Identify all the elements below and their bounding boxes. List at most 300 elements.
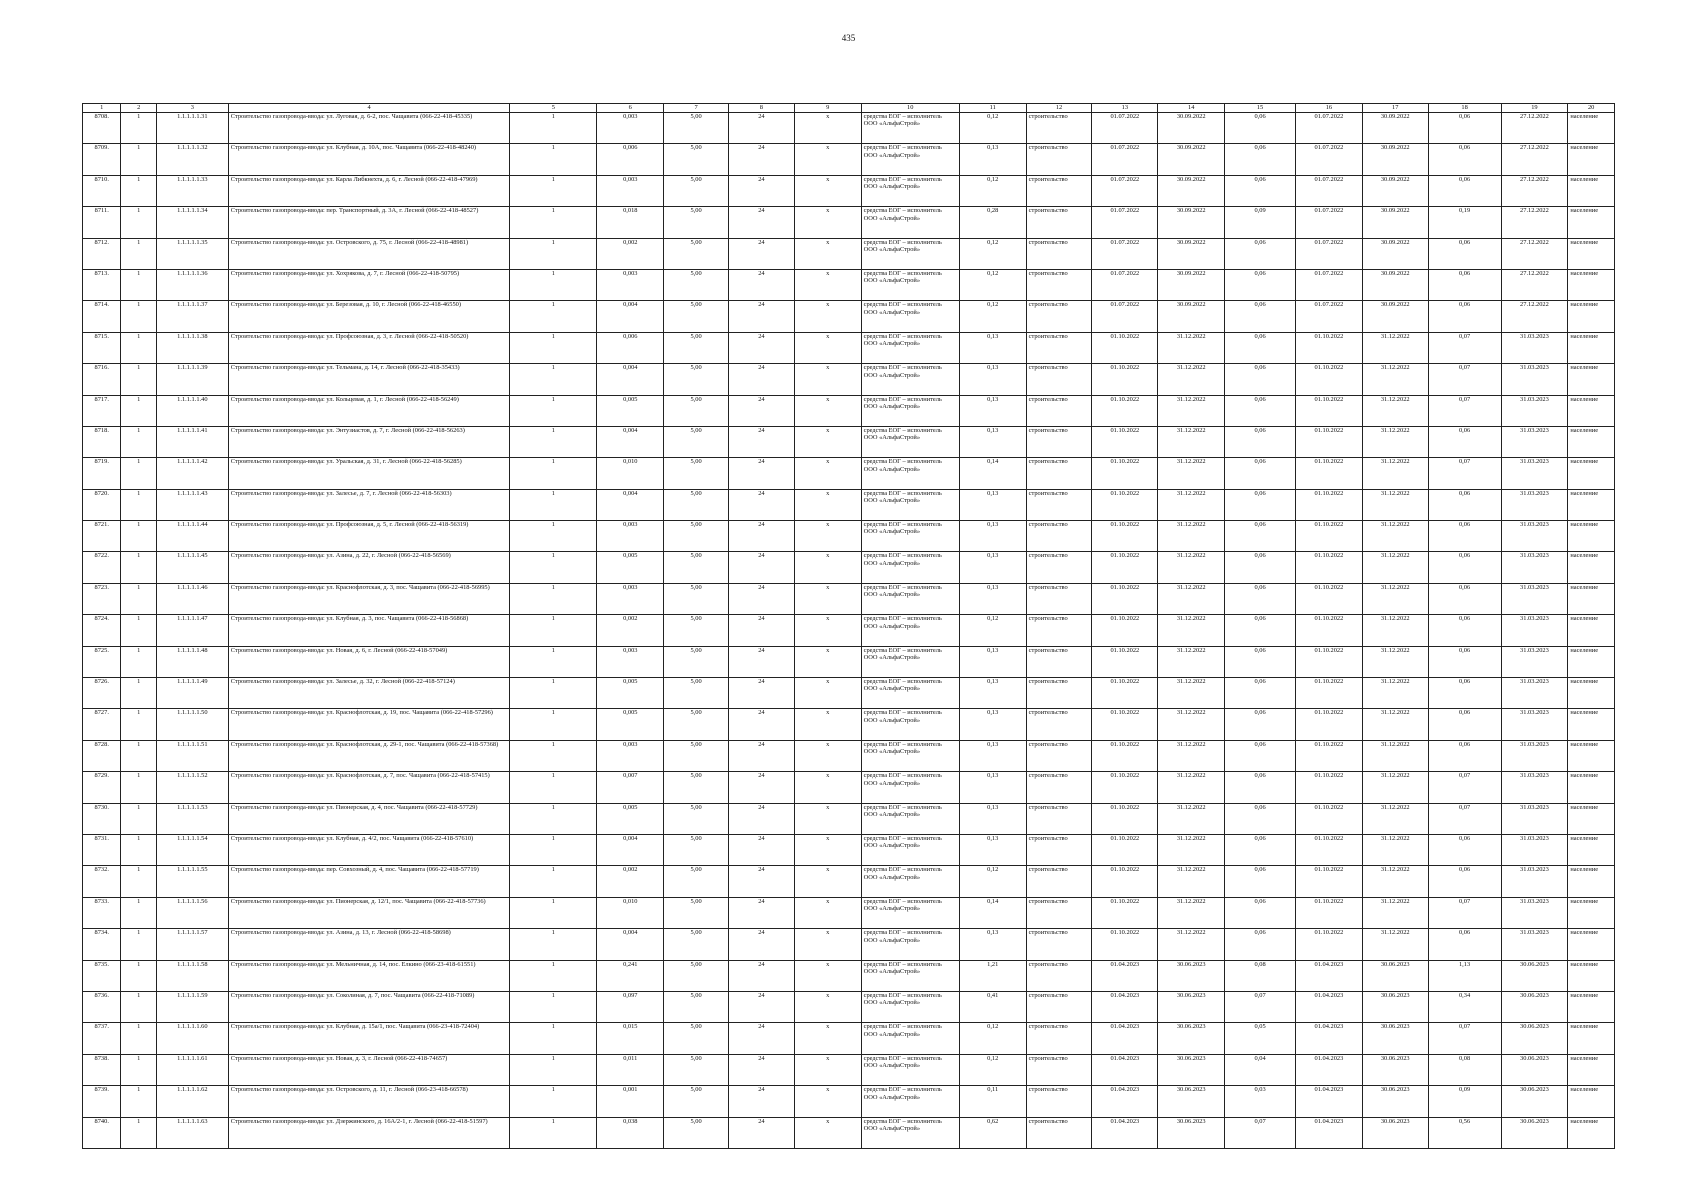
table-cell: средства ЕОГ – исполнитель ООО «АльфаСтрой» xyxy=(861,552,959,583)
table-cell: население xyxy=(1568,301,1615,332)
table-cell: 1.1.1.1.1.46 xyxy=(156,583,228,614)
table-cell: 01.10.2022 xyxy=(1295,678,1362,709)
column-header: 13 xyxy=(1092,104,1158,113)
table-cell: 8729. xyxy=(83,772,121,803)
table-cell: 01.04.2023 xyxy=(1295,1117,1362,1148)
table-cell: 01.07.2022 xyxy=(1295,207,1362,238)
table-cell: Строительство газопровода-ввода: ул. Залесье, д. 7, г. Лесной (066-22-418-56303) xyxy=(228,489,509,520)
table-cell: x xyxy=(794,740,861,771)
table-cell: 01.04.2023 xyxy=(1295,1054,1362,1085)
table-cell: 0,07 xyxy=(1428,803,1501,834)
table-cell: средства ЕОГ – исполнитель ООО «АльфаСтрой» xyxy=(861,929,959,960)
table-cell: 1.1.1.1.1.40 xyxy=(156,395,228,426)
table-cell: 0,003 xyxy=(597,113,664,144)
table-cell: 0,12 xyxy=(959,615,1026,646)
table-cell: 1.1.1.1.1.45 xyxy=(156,552,228,583)
table-cell: x xyxy=(794,207,861,238)
table-cell: средства ЕОГ – исполнитель ООО «АльфаСтрой» xyxy=(861,834,959,865)
table-cell: 1.1.1.1.1.49 xyxy=(156,678,228,709)
table-cell: 0,06 xyxy=(1225,866,1296,897)
table-cell: 1 xyxy=(121,897,156,928)
table-cell: 1.1.1.1.1.51 xyxy=(156,740,228,771)
table-cell: 30.06.2023 xyxy=(1158,1054,1225,1085)
table-cell: 01.04.2023 xyxy=(1295,1023,1362,1054)
table-cell: Строительство газопровода-ввода: ул. Пионерская, д. 12/1, пос. Чащавита (066-22-418-57736) xyxy=(228,897,509,928)
table-cell: 1.1.1.1.1.37 xyxy=(156,301,228,332)
table-cell: x xyxy=(794,929,861,960)
table-cell: Строительство газопровода-ввода: ул. Луговая, д. 6-2, пос. Чащавита (066-22-418-45335) xyxy=(228,113,509,144)
table-cell: 1 xyxy=(121,709,156,740)
table-cell: строительство xyxy=(1026,301,1092,332)
table-cell: 30.06.2023 xyxy=(1362,1023,1428,1054)
table-cell: Строительство газопровода-ввода: ул. Новая, д. 6, г. Лесной (066-22-418-57049) xyxy=(228,646,509,677)
table-cell: 0,34 xyxy=(1428,991,1501,1022)
table-cell: 31.12.2022 xyxy=(1362,709,1428,740)
table-cell: 01.07.2022 xyxy=(1092,269,1158,300)
table-cell: 8708. xyxy=(83,113,121,144)
table-cell: 1 xyxy=(510,772,597,803)
table-cell: x xyxy=(794,175,861,206)
table-cell: 0,004 xyxy=(597,929,664,960)
table-cell: x xyxy=(794,991,861,1022)
table-cell: 30.06.2023 xyxy=(1362,960,1428,991)
table-cell: 0,002 xyxy=(597,866,664,897)
table-cell: 5,00 xyxy=(664,1054,729,1085)
table-cell: строительство xyxy=(1026,583,1092,614)
table-cell: 8710. xyxy=(83,175,121,206)
table-cell: 8735. xyxy=(83,960,121,991)
table-cell: 0,06 xyxy=(1428,929,1501,960)
table-cell: 30.09.2022 xyxy=(1362,113,1428,144)
table-cell: 8717. xyxy=(83,395,121,426)
table-cell: 5,00 xyxy=(664,175,729,206)
table-cell: 0,06 xyxy=(1428,238,1501,269)
table-cell: 01.07.2022 xyxy=(1092,301,1158,332)
table-cell: население xyxy=(1568,615,1615,646)
column-header: 17 xyxy=(1362,104,1428,113)
table-cell: 27.12.2022 xyxy=(1501,269,1568,300)
table-cell: 0,003 xyxy=(597,583,664,614)
table-cell: 8709. xyxy=(83,144,121,175)
table-cell: 8736. xyxy=(83,991,121,1022)
table-cell: 0,06 xyxy=(1225,458,1296,489)
table-cell: 5,00 xyxy=(664,960,729,991)
table-cell: 24 xyxy=(728,521,794,552)
table-cell: 30.06.2023 xyxy=(1501,1023,1568,1054)
table-cell: строительство xyxy=(1026,1023,1092,1054)
table-cell: 5,00 xyxy=(664,772,729,803)
table-cell: 1 xyxy=(121,301,156,332)
table-cell: 0,06 xyxy=(1225,113,1296,144)
table-cell: 01.10.2022 xyxy=(1092,646,1158,677)
table-cell: население xyxy=(1568,866,1615,897)
table-cell: 0,04 xyxy=(1225,1054,1296,1085)
table-cell: 5,00 xyxy=(664,834,729,865)
table-cell: x xyxy=(794,615,861,646)
table-cell: 0,06 xyxy=(1428,583,1501,614)
table-cell: 8719. xyxy=(83,458,121,489)
table-cell: 1.1.1.1.1.58 xyxy=(156,960,228,991)
table-cell: 01.10.2022 xyxy=(1295,709,1362,740)
table-cell: 0,06 xyxy=(1225,175,1296,206)
table-cell: 0,06 xyxy=(1225,395,1296,426)
table-cell: 31.12.2022 xyxy=(1362,803,1428,834)
table-cell: 1 xyxy=(121,646,156,677)
table-cell: 01.04.2023 xyxy=(1092,960,1158,991)
table-cell: население xyxy=(1568,332,1615,363)
table-cell: 0,005 xyxy=(597,803,664,834)
table-cell: 5,00 xyxy=(664,364,729,395)
table-cell: 1.1.1.1.1.33 xyxy=(156,175,228,206)
table-cell: население xyxy=(1568,1086,1615,1117)
table-cell: население xyxy=(1568,175,1615,206)
table-body xyxy=(83,113,1615,1149)
table-cell: 5,00 xyxy=(664,269,729,300)
table-cell: 0,12 xyxy=(959,301,1026,332)
table-row xyxy=(83,269,1615,300)
table-cell: 24 xyxy=(728,1117,794,1148)
table-cell: 31.12.2022 xyxy=(1158,395,1225,426)
table-cell: 31.12.2022 xyxy=(1362,426,1428,457)
table-cell: 01.10.2022 xyxy=(1092,395,1158,426)
table-cell: 30.09.2022 xyxy=(1158,175,1225,206)
table-cell: 1 xyxy=(510,929,597,960)
table-cell: население xyxy=(1568,929,1615,960)
table-cell: средства ЕОГ – исполнитель ООО «АльфаСтрой» xyxy=(861,113,959,144)
table-cell: 31.12.2022 xyxy=(1158,521,1225,552)
table-cell: x xyxy=(794,1054,861,1085)
table-cell: 01.10.2022 xyxy=(1295,834,1362,865)
table-cell: 1 xyxy=(121,1086,156,1117)
table-cell: 31.03.2023 xyxy=(1501,583,1568,614)
table-row xyxy=(83,395,1615,426)
table-cell: 31.12.2022 xyxy=(1362,772,1428,803)
table-cell: 31.03.2023 xyxy=(1501,332,1568,363)
table-cell: 0,14 xyxy=(959,458,1026,489)
table-cell: строительство xyxy=(1026,991,1092,1022)
table-cell: 31.03.2023 xyxy=(1501,646,1568,677)
table-cell: 0,241 xyxy=(597,960,664,991)
table-cell: население xyxy=(1568,646,1615,677)
table-cell: 0,13 xyxy=(959,834,1026,865)
table-cell: 30.06.2023 xyxy=(1501,1117,1568,1148)
table-cell: 0,003 xyxy=(597,269,664,300)
table-cell: 0,06 xyxy=(1225,238,1296,269)
table-cell: 01.10.2022 xyxy=(1295,646,1362,677)
table-cell: 30.09.2022 xyxy=(1362,144,1428,175)
table-cell: 01.04.2023 xyxy=(1092,1054,1158,1085)
table-cell: 01.10.2022 xyxy=(1295,866,1362,897)
table-cell: 1 xyxy=(510,1054,597,1085)
table-cell: x xyxy=(794,709,861,740)
table-cell: 1 xyxy=(121,1117,156,1148)
table-cell: 30.09.2022 xyxy=(1158,301,1225,332)
table-cell: 24 xyxy=(728,960,794,991)
table-cell: 0,13 xyxy=(959,772,1026,803)
table-cell: 31.12.2022 xyxy=(1158,897,1225,928)
column-header: 3 xyxy=(156,104,228,113)
table-cell: 31.12.2022 xyxy=(1362,929,1428,960)
table-cell: 30.06.2023 xyxy=(1501,1054,1568,1085)
table-cell: 27.12.2022 xyxy=(1501,144,1568,175)
table-cell: 0,06 xyxy=(1225,803,1296,834)
table-row xyxy=(83,144,1615,175)
table-cell: Строительство газопровода-ввода: ул. Пионерская, д. 4, пос. Чащавита (066-22-418-57729) xyxy=(228,803,509,834)
table-cell: 1 xyxy=(121,207,156,238)
table-cell: 24 xyxy=(728,772,794,803)
table-cell: 1 xyxy=(510,175,597,206)
table-cell: население xyxy=(1568,1023,1615,1054)
table-cell: x xyxy=(794,113,861,144)
table-cell: 01.10.2022 xyxy=(1092,521,1158,552)
page-number: 435 xyxy=(841,33,856,43)
table-cell: 24 xyxy=(728,803,794,834)
table-cell: 31.12.2022 xyxy=(1158,929,1225,960)
table-cell: 1 xyxy=(121,583,156,614)
table-cell: 24 xyxy=(728,740,794,771)
table-cell: x xyxy=(794,489,861,520)
table-cell: 1 xyxy=(510,991,597,1022)
table-cell: 0,07 xyxy=(1428,458,1501,489)
table-cell: строительство xyxy=(1026,458,1092,489)
table-cell: строительство xyxy=(1026,207,1092,238)
table-cell: 0,07 xyxy=(1225,1117,1296,1148)
table-cell: 1 xyxy=(510,709,597,740)
table-cell: 1 xyxy=(121,238,156,269)
table-cell: 31.03.2023 xyxy=(1501,866,1568,897)
table-cell: 01.10.2022 xyxy=(1295,364,1362,395)
table-cell: 8728. xyxy=(83,740,121,771)
table-cell: 0,06 xyxy=(1428,521,1501,552)
table-cell: 0,12 xyxy=(959,238,1026,269)
table-cell: 1.1.1.1.1.43 xyxy=(156,489,228,520)
column-header: 9 xyxy=(794,104,861,113)
table-cell: 0,06 xyxy=(1225,364,1296,395)
table-row xyxy=(83,458,1615,489)
table-cell: средства ЕОГ – исполнитель ООО «АльфаСтрой» xyxy=(861,395,959,426)
table-cell: 30.09.2022 xyxy=(1362,175,1428,206)
table-cell: 1 xyxy=(510,238,597,269)
table-cell: 31.12.2022 xyxy=(1362,615,1428,646)
table-cell: 1 xyxy=(510,803,597,834)
table-cell: 31.03.2023 xyxy=(1501,803,1568,834)
table-cell: 0,003 xyxy=(597,646,664,677)
table-cell: 1.1.1.1.1.41 xyxy=(156,426,228,457)
table-cell: население xyxy=(1568,395,1615,426)
table-cell: 30.06.2023 xyxy=(1501,1086,1568,1117)
table-cell: 0,09 xyxy=(1428,1086,1501,1117)
table-cell: 1 xyxy=(121,426,156,457)
table-cell: 0,13 xyxy=(959,395,1026,426)
table-cell: 31.03.2023 xyxy=(1501,709,1568,740)
table-cell: 31.12.2022 xyxy=(1158,332,1225,363)
table-cell: строительство xyxy=(1026,113,1092,144)
table-cell: средства ЕОГ – исполнитель ООО «АльфаСтрой» xyxy=(861,458,959,489)
table-cell: 8722. xyxy=(83,552,121,583)
table-cell: 1 xyxy=(121,678,156,709)
table-cell: 5,00 xyxy=(664,583,729,614)
table-cell: Строительство газопровода-ввода: ул. Профсоюзная, д. 3, г. Лесной (066-22-418-50520) xyxy=(228,332,509,363)
table-row xyxy=(83,1054,1615,1085)
table-cell: население xyxy=(1568,489,1615,520)
table-cell: строительство xyxy=(1026,426,1092,457)
table-row xyxy=(83,1023,1615,1054)
table-cell: 5,00 xyxy=(664,1117,729,1148)
table-cell: Строительство газопровода-ввода: ул. Краснофлотская, д. 19, пос. Чащавита (066-22-418-57296) xyxy=(228,709,509,740)
table-cell: строительство xyxy=(1026,615,1092,646)
table-cell: Строительство газопровода-ввода: ул. Энтузиастов, д. 7, г. Лесной (066-22-418-56263) xyxy=(228,426,509,457)
table-cell: строительство xyxy=(1026,960,1092,991)
table-cell: 1.1.1.1.1.57 xyxy=(156,929,228,960)
table-cell: 0,07 xyxy=(1428,772,1501,803)
table-cell: 0,19 xyxy=(1428,207,1501,238)
table-cell: 01.10.2022 xyxy=(1092,740,1158,771)
table-cell: 0,011 xyxy=(597,1054,664,1085)
table-cell: x xyxy=(794,521,861,552)
table-cell: 1 xyxy=(510,489,597,520)
table-cell: 31.12.2022 xyxy=(1362,332,1428,363)
table-cell: 24 xyxy=(728,1054,794,1085)
table-cell: 01.10.2022 xyxy=(1295,772,1362,803)
table-cell: 1 xyxy=(121,929,156,960)
table-cell: 0,003 xyxy=(597,740,664,771)
table-cell: x xyxy=(794,144,861,175)
table-cell: 1 xyxy=(121,113,156,144)
table-cell: 1.1.1.1.1.39 xyxy=(156,364,228,395)
table-cell: 1.1.1.1.1.52 xyxy=(156,772,228,803)
table-cell: 1 xyxy=(510,364,597,395)
column-header: 4 xyxy=(228,104,509,113)
table-cell: 0,06 xyxy=(1428,866,1501,897)
column-header: 5 xyxy=(510,104,597,113)
table-row xyxy=(83,426,1615,457)
table-cell: 31.03.2023 xyxy=(1501,489,1568,520)
table-cell: 1 xyxy=(510,897,597,928)
table-cell: строительство xyxy=(1026,238,1092,269)
table-cell: Строительство газопровода-ввода: ул. Новая, д. 3, г. Лесной (066-22-418-74657) xyxy=(228,1054,509,1085)
table-cell: 0,13 xyxy=(959,144,1026,175)
table-cell: 0,006 xyxy=(597,144,664,175)
table-cell: строительство xyxy=(1026,269,1092,300)
table-cell: 1 xyxy=(121,364,156,395)
table-cell: средства ЕОГ – исполнитель ООО «АльфаСтрой» xyxy=(861,332,959,363)
table-cell: 0,06 xyxy=(1225,521,1296,552)
table-cell: 5,00 xyxy=(664,615,729,646)
table-cell: 30.06.2023 xyxy=(1158,1023,1225,1054)
table-cell: строительство xyxy=(1026,929,1092,960)
table-cell: 01.10.2022 xyxy=(1295,521,1362,552)
table-cell: 01.10.2022 xyxy=(1092,332,1158,363)
table-row xyxy=(83,960,1615,991)
table-cell: 5,00 xyxy=(664,678,729,709)
table-cell: 31.12.2022 xyxy=(1362,521,1428,552)
table-cell: 5,00 xyxy=(664,709,729,740)
table-cell: 0,06 xyxy=(1225,489,1296,520)
table-cell: 01.04.2023 xyxy=(1092,1117,1158,1148)
table-cell: x xyxy=(794,803,861,834)
table-cell: Строительство газопровода-ввода: пер. Совхозный, д. 4, пос. Чащавита (066-22-418-57719) xyxy=(228,866,509,897)
table-cell: 01.10.2022 xyxy=(1295,489,1362,520)
table-cell: 01.10.2022 xyxy=(1295,583,1362,614)
table-cell: 31.12.2022 xyxy=(1158,615,1225,646)
table-row xyxy=(83,521,1615,552)
table-cell: 01.10.2022 xyxy=(1092,803,1158,834)
table-cell: 01.10.2022 xyxy=(1092,929,1158,960)
table-cell: 8723. xyxy=(83,583,121,614)
table-cell: 8734. xyxy=(83,929,121,960)
table-cell: строительство xyxy=(1026,897,1092,928)
table-cell: 0,13 xyxy=(959,929,1026,960)
table-cell: Строительство газопровода-ввода: ул. Островского, д. 75, г. Лесной (066-22-418-48981) xyxy=(228,238,509,269)
table-cell: 5,00 xyxy=(664,929,729,960)
table-cell: 30.06.2023 xyxy=(1501,991,1568,1022)
table-cell: 31.03.2023 xyxy=(1501,929,1568,960)
table-cell: Строительство газопровода-ввода: ул. Профсоюзная, д. 5, г. Лесной (066-22-418-56319) xyxy=(228,521,509,552)
table-cell: 01.10.2022 xyxy=(1295,426,1362,457)
table-cell: 0,002 xyxy=(597,238,664,269)
table-cell: 0,13 xyxy=(959,678,1026,709)
table-cell: 24 xyxy=(728,426,794,457)
table-cell: 1 xyxy=(510,866,597,897)
table-cell: Строительство газопровода-ввода: ул. Азина, д. 13, г. Лесной (066-22-418-58698) xyxy=(228,929,509,960)
table-cell: Строительство газопровода-ввода: ул. Карла Либкнехта, д. 6, г. Лесной (066-22-418-47969) xyxy=(228,175,509,206)
table-cell: 0,06 xyxy=(1225,678,1296,709)
table-cell: 1 xyxy=(510,583,597,614)
table-cell: 1.1.1.1.1.54 xyxy=(156,834,228,865)
table-cell: 0,13 xyxy=(959,583,1026,614)
table-cell: 31.12.2022 xyxy=(1158,772,1225,803)
table-cell: 31.12.2022 xyxy=(1362,740,1428,771)
table-cell: 1 xyxy=(121,521,156,552)
table-cell: 0,13 xyxy=(959,740,1026,771)
table-cell: 8713. xyxy=(83,269,121,300)
table-cell: строительство xyxy=(1026,1117,1092,1148)
table-cell: 01.07.2022 xyxy=(1092,207,1158,238)
table-cell: 01.10.2022 xyxy=(1092,615,1158,646)
table-cell: 0,12 xyxy=(959,175,1026,206)
table-cell: 0,003 xyxy=(597,521,664,552)
table-cell: 1 xyxy=(121,552,156,583)
table-cell: 0,28 xyxy=(959,207,1026,238)
table-cell: 5,00 xyxy=(664,1086,729,1117)
table-cell: 8733. xyxy=(83,897,121,928)
table-cell: 24 xyxy=(728,489,794,520)
column-header: 10 xyxy=(861,104,959,113)
table-cell: 0,06 xyxy=(1225,426,1296,457)
table-cell: 24 xyxy=(728,897,794,928)
table-cell: 31.12.2022 xyxy=(1158,552,1225,583)
table-cell: 1.1.1.1.1.61 xyxy=(156,1054,228,1085)
table-cell: средства ЕОГ – исполнитель ООО «АльфаСтрой» xyxy=(861,803,959,834)
table-cell: x xyxy=(794,238,861,269)
table-cell: 1 xyxy=(510,1086,597,1117)
table-cell: 24 xyxy=(728,678,794,709)
table-cell: строительство xyxy=(1026,332,1092,363)
table-cell: 0,06 xyxy=(1428,175,1501,206)
table-cell: 31.12.2022 xyxy=(1158,364,1225,395)
table-cell: 0,06 xyxy=(1428,740,1501,771)
table-cell: 0,07 xyxy=(1428,332,1501,363)
table-cell: 0,06 xyxy=(1428,113,1501,144)
table-cell: 1 xyxy=(510,458,597,489)
table-cell: 0,06 xyxy=(1428,709,1501,740)
table-cell: население xyxy=(1568,991,1615,1022)
table-cell: 0,06 xyxy=(1428,489,1501,520)
table-cell: 31.12.2022 xyxy=(1158,489,1225,520)
table-cell: 1.1.1.1.1.55 xyxy=(156,866,228,897)
table-cell: 1 xyxy=(510,301,597,332)
table-cell: строительство xyxy=(1026,175,1092,206)
